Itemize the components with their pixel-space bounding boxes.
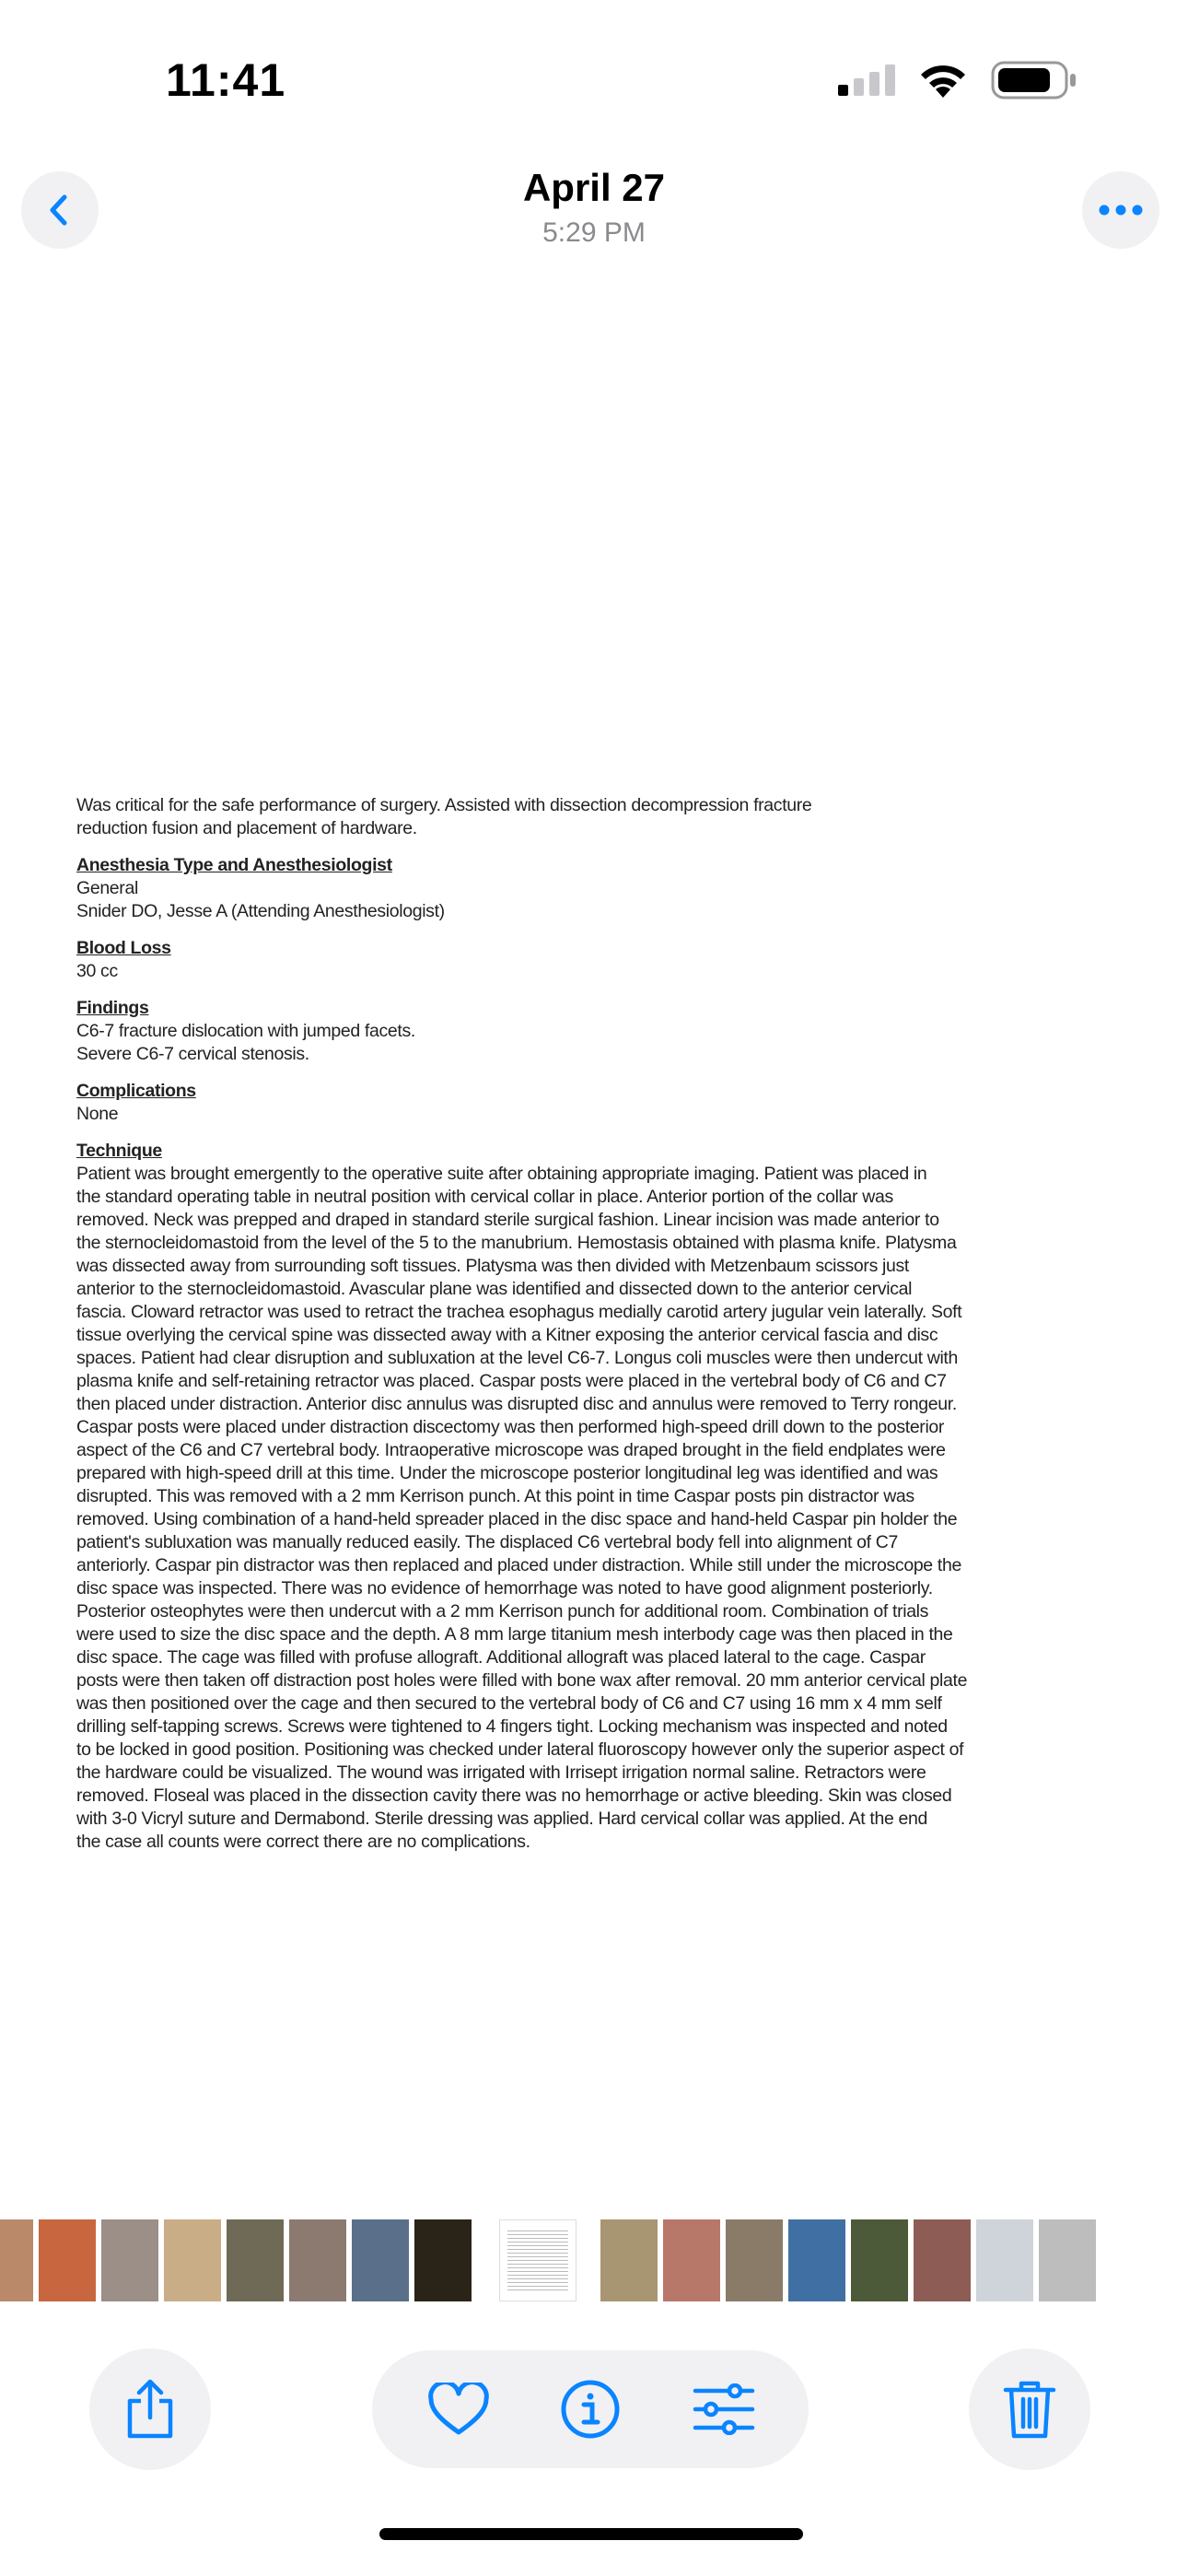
thumbnail[interactable] <box>914 2219 971 2301</box>
document-line: None <box>76 1104 119 1124</box>
thumbnail[interactable] <box>663 2219 720 2301</box>
document-line: anterior to the sternocleidomastoid. Avascular plane was identified and dissected down to the anterior cervical <box>76 1279 913 1299</box>
document-line: to be locked in good position. Positioning was checked under lateral fluoroscopy however only the superior aspect of <box>76 1739 964 1760</box>
document-line: reduction fusion and placement of hardware. <box>76 818 417 838</box>
document-line: disc space. The cage was filled with profuse allograft. Additional allograft was placed lateral to the cage. Caspar <box>76 1647 926 1668</box>
battery-icon <box>991 61 1077 100</box>
document-line: then placed under distraction. Anterior disc annulus was disrupted disc and annulus were removed to Terry rongeur. <box>76 1394 957 1414</box>
more-button[interactable] <box>1082 171 1159 249</box>
document-line: patient's subluxation was manually reduced easily. The displaced C6 vertebral body fell into alignment of C7 <box>76 1532 898 1552</box>
document-line: spaces. Patient had clear disruption and subluxation at the level C6-7. Longus coli muscles were then undercut with <box>76 1348 958 1368</box>
document-line: the case all counts were correct there are no complications. <box>76 1832 530 1852</box>
document-line: disc space was inspected. There was no evidence of hemorrhage was noted to have good alignment posteriorly. <box>76 1578 933 1598</box>
share-icon <box>122 2379 178 2440</box>
document-line: disrupted. This was removed with a 2 mm Kerrison punch. At this point in time Caspar posts pin distractor was <box>76 1486 914 1506</box>
document-line: the hardware could be visualized. The wound was irrigated with Irrisept irrigation normal saline. Retractors were <box>76 1762 926 1783</box>
info-button[interactable] <box>553 2372 627 2446</box>
section-heading: Anesthesia Type and Anesthesiologist <box>76 855 392 875</box>
document-line: Was critical for the safe performance of surgery. Assisted with dissection decompression fracture <box>76 795 812 815</box>
document-line: was dissected away from surrounding soft tissues. Platysma was then divided with Metzenbaum scissors just <box>76 1256 909 1276</box>
document-line: were used to size the disc space and the depth. A 8 mm large titanium mesh interbody cage was then placed in the <box>76 1624 953 1645</box>
home-indicator <box>379 2528 803 2540</box>
section-heading: Technique <box>76 1141 162 1161</box>
thumbnail[interactable] <box>851 2219 908 2301</box>
delete-button[interactable] <box>969 2348 1090 2470</box>
document-line: Caspar posts were placed under distraction discectomy was then performed high-speed drill down to the posterior <box>76 1417 945 1437</box>
document-line: was then positioned over the cage and then secured to the vertebral body of C6 and C7 using 16 mm x 4 mm self <box>76 1693 942 1714</box>
thumbnail[interactable] <box>976 2219 1033 2301</box>
thumbnail[interactable] <box>164 2219 221 2301</box>
thumbnail[interactable] <box>1039 2219 1096 2301</box>
info-icon <box>560 2379 621 2440</box>
trash-icon <box>1003 2379 1056 2440</box>
thumbnail[interactable] <box>600 2219 658 2301</box>
heart-icon <box>428 2383 489 2436</box>
ellipsis-icon <box>1098 205 1144 216</box>
document-line: drilling self-tapping screws. Screws were tightened to 4 fingers tight. Locking mechanism was inspected and noted <box>76 1716 948 1737</box>
thumbnail[interactable] <box>39 2219 96 2301</box>
adjust-button[interactable] <box>687 2372 761 2446</box>
section-heading: Complications <box>76 1081 196 1101</box>
photo-actions-bar <box>372 2350 809 2468</box>
document-line: General <box>76 878 138 898</box>
thumbnail-selected[interactable] <box>499 2219 577 2301</box>
document-line: Posterior osteophytes were then undercut with a 2 mm Kerrison punch for additional room. Combination of trials <box>76 1601 929 1622</box>
document-line: tissue overlying the cervical spine was dissected away with a Kitner exposing the anterior cervical fascia and disc <box>76 1325 938 1345</box>
document-line: prepared with high-speed drill at this time. Under the microscope posterior longitudinal leg was identified and was <box>76 1463 938 1483</box>
photo-time: 5:29 PM <box>542 217 646 248</box>
favorite-button[interactable] <box>422 2372 495 2446</box>
thumbnail[interactable] <box>289 2219 346 2301</box>
thumbnail[interactable] <box>726 2219 783 2301</box>
document-line: the standard operating table in neutral position with cervical collar in place. Anterior portion of the collar was <box>76 1187 893 1207</box>
document-line: C6-7 fracture dislocation with jumped facets. <box>76 1021 415 1041</box>
document-line: the sternocleidomastoid from the level of the 5 to the manubrium. Hemostasis obtained with plasma knife. Platysma <box>76 1233 957 1253</box>
document-line: with 3-0 Vicryl suture and Dermabond. Sterile dressing was applied. Hard cervical collar was applied. At the end <box>76 1809 928 1829</box>
section-heading: Blood Loss <box>76 938 171 958</box>
document-line: fascia. Cloward retractor was used to retract the trachea esophagus medially carotid artery jugular vein laterally. Soft <box>76 1302 962 1322</box>
document-line: posts were then taken off distraction post holes were filled with bone wax after removal. 20 mm anterior cervical plate <box>76 1670 968 1691</box>
wifi-icon <box>917 61 969 100</box>
document-line: removed. Floseal was placed in the dissection cavity there was no hemorrhage or active bleeding. Skin was closed <box>76 1786 952 1806</box>
share-button[interactable] <box>89 2348 211 2470</box>
thumbnail[interactable] <box>414 2219 472 2301</box>
document-line: anteriorly. Caspar pin distractor was then replaced and placed under distraction. While still under the microscope the <box>76 1555 961 1575</box>
document-line: Snider DO, Jesse A (Attending Anesthesiologist) <box>76 901 445 921</box>
sliders-icon <box>693 2383 755 2435</box>
document-line: Severe C6-7 cervical stenosis. <box>76 1044 309 1064</box>
thumbnail[interactable] <box>788 2219 845 2301</box>
page-title: April 27 <box>522 166 666 209</box>
thumbnail[interactable] <box>0 2219 33 2301</box>
thumbnail[interactable] <box>101 2219 158 2301</box>
section-heading: Findings <box>76 998 149 1018</box>
document-photo <box>76 794 1099 1854</box>
document-line: removed. Neck was prepped and draped in standard sterile surgical fashion. Linear incision was made anterior to <box>76 1210 939 1230</box>
document-line: aspect of the C6 and C7 vertebral body. Intraoperative microscope was draped brought in the field endplates were <box>76 1440 946 1460</box>
document-line: Patient was brought emergently to the operative suite after obtaining appropriate imaging. Patient was placed in <box>76 1164 927 1184</box>
document-line: 30 cc <box>76 961 118 981</box>
document-line: plasma knife and self-retaining retractor was placed. Caspar posts were placed in the vertebral body of C6 and C7 <box>76 1371 947 1391</box>
status-time: 11:41 <box>166 54 286 106</box>
thumbnail-strip[interactable] <box>0 2219 1188 2302</box>
cellular-signal-icon <box>838 64 897 96</box>
thumbnail[interactable] <box>227 2219 284 2301</box>
thumbnail[interactable] <box>352 2219 409 2301</box>
document-line: removed. Using combination of a hand-held spreader placed in the disc space and hand-held Caspar pin holder the <box>76 1509 958 1529</box>
